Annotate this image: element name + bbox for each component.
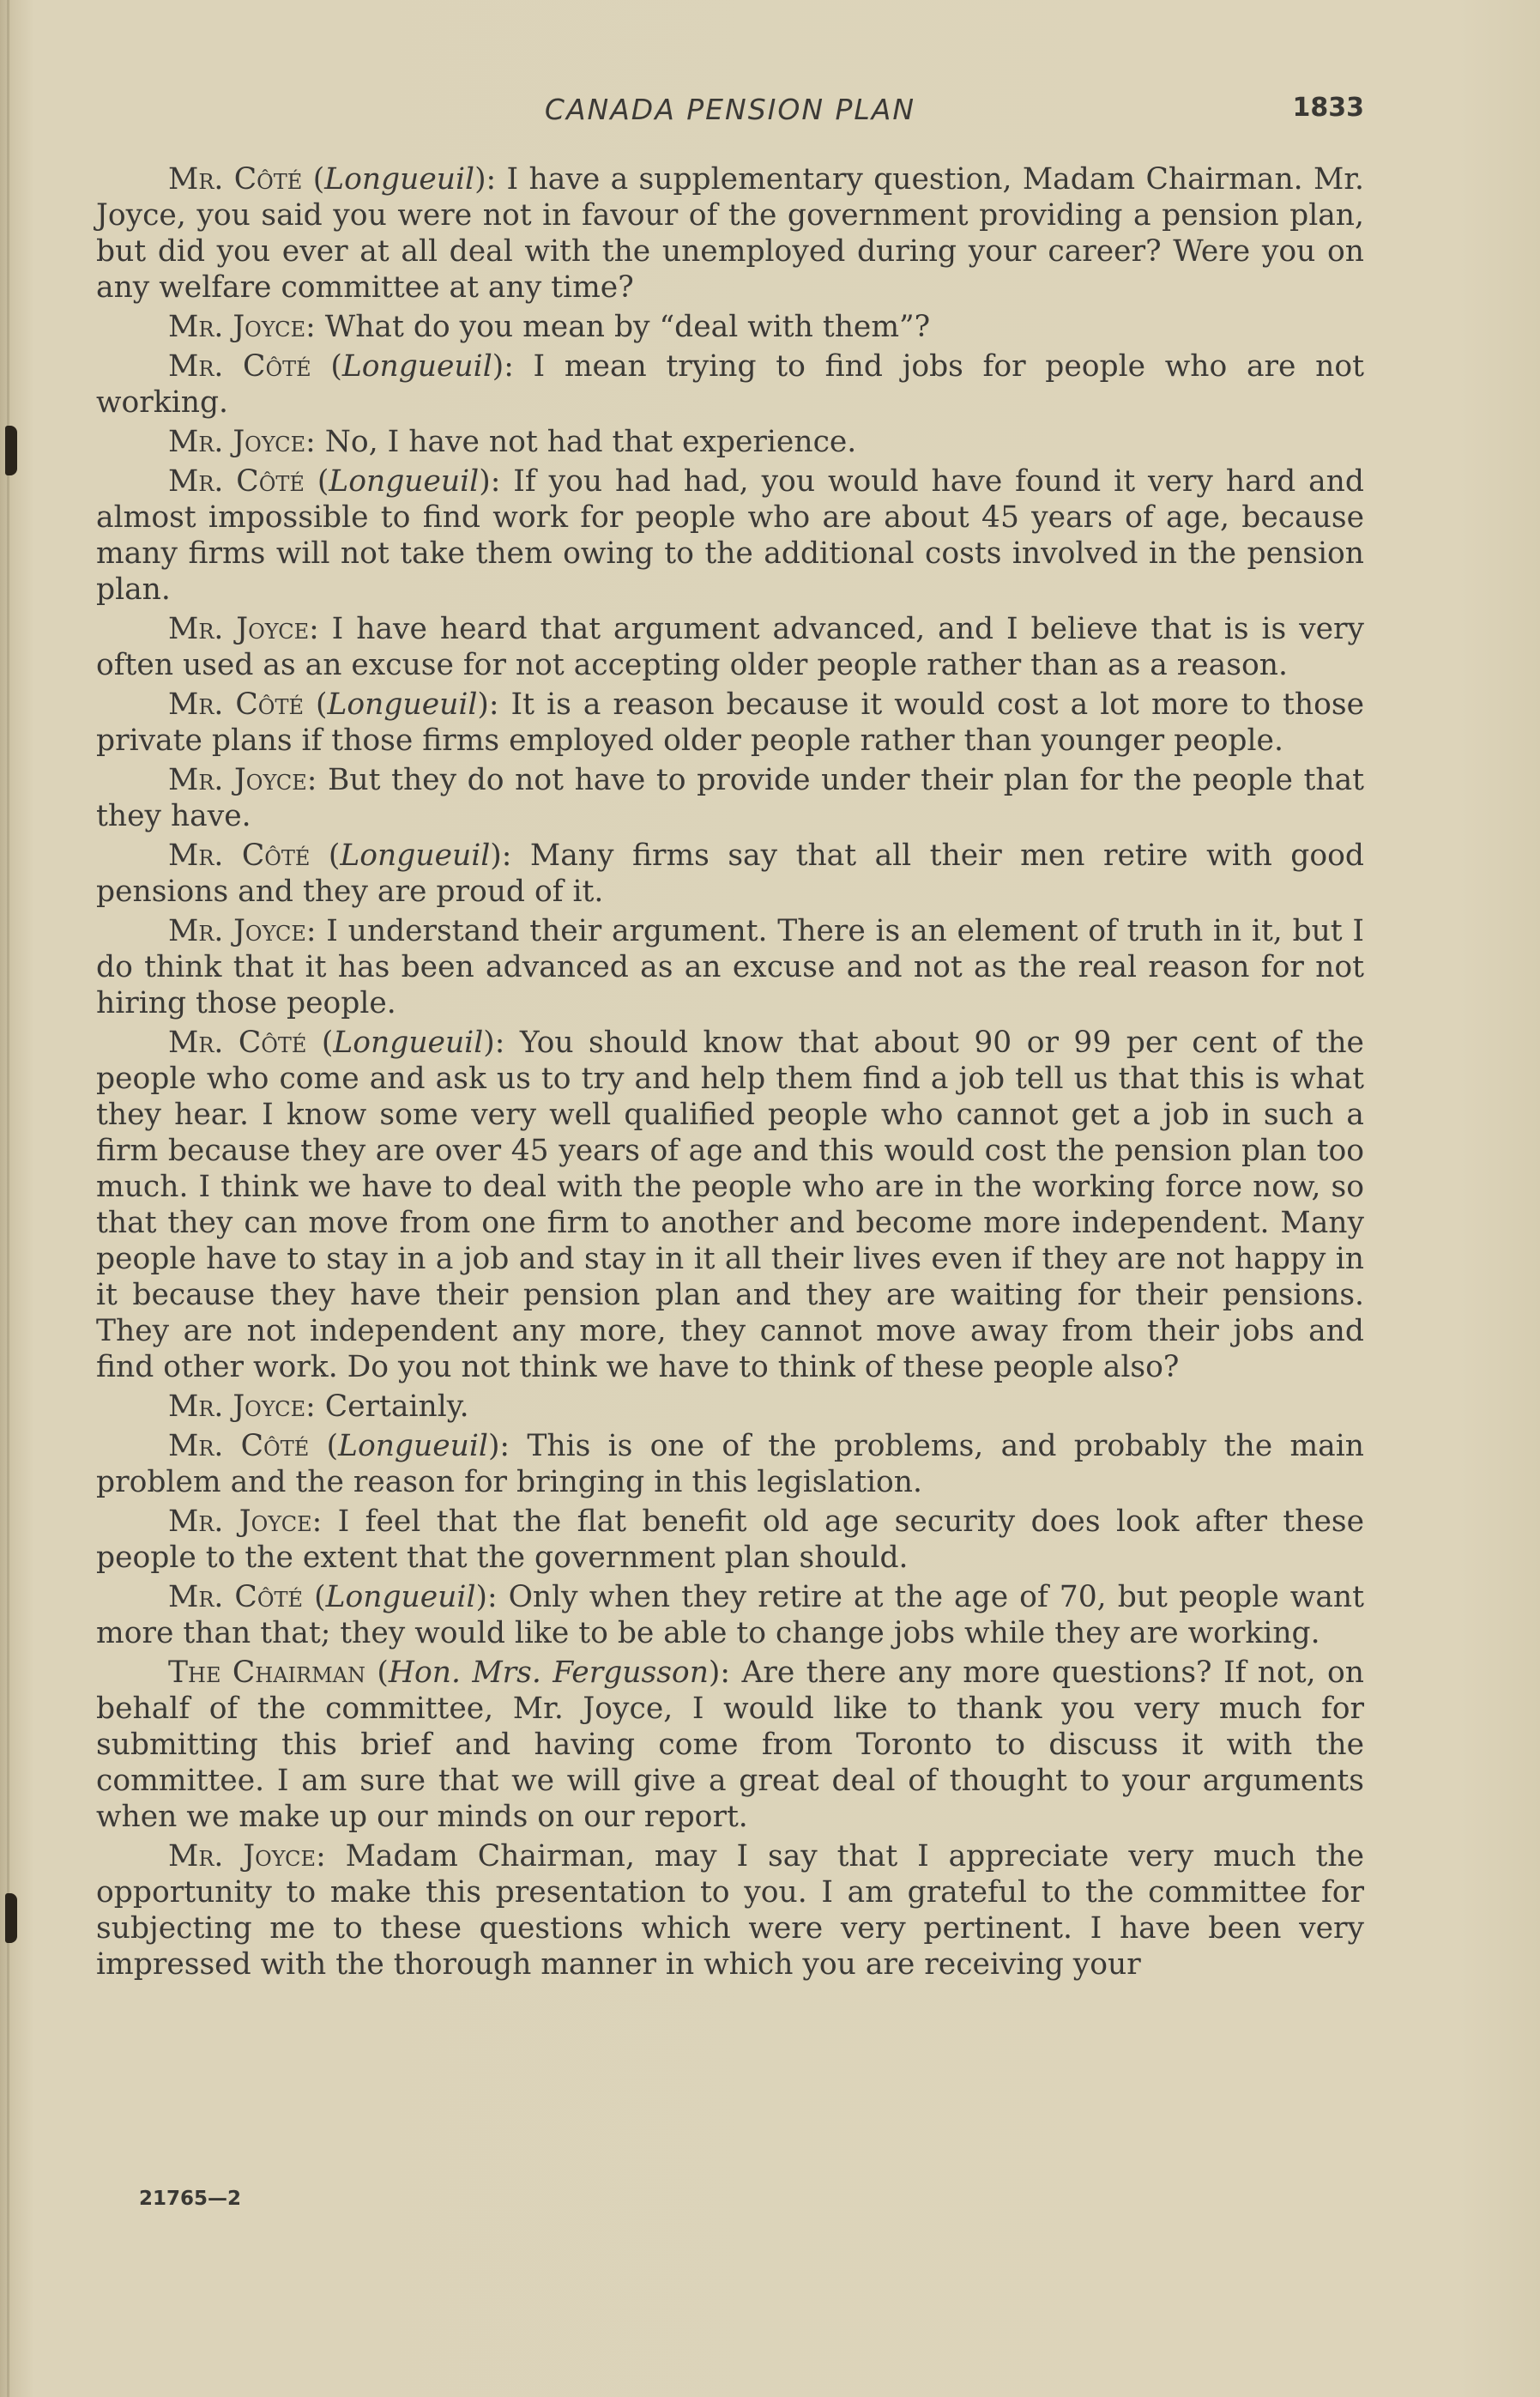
transcript-paragraph: Mr. Joyce: But they do not have to provide under their plan for the people that they have. [96, 763, 1365, 833]
speaker-name: Mr. Côté [168, 1026, 307, 1060]
transcript-paragraph: Mr. Côté (Longueuil): If you had had, you would have found it very hard and almost impossible to find work for people who are about 45 years of age, because many firms will not take them owing to the additional costs involved in the pension plan. [96, 464, 1364, 607]
speaker-name: Mr. Joyce [168, 1504, 312, 1539]
running-title: CANADA PENSION PLAN [544, 93, 916, 126]
transcript-paragraph: Mr. Côté (Longueuil): I mean trying to find jobs for people who are not working. [96, 349, 1364, 420]
speaker-qualifier: Longueuil [338, 1429, 488, 1463]
speech-text: It is a reason because it would cost a lot more to those private plans if those firms employed older people rather than younger people. [96, 687, 1365, 758]
speaker-name: Mr. Côté [168, 838, 311, 873]
speaker-name: Mr. Joyce [168, 1389, 306, 1424]
transcript-paragraph: Mr. Joyce: Madam Chairman, may I say that I appreciate very much the opportunity to make this presentation to you. I am grateful to the committee for subjecting me to these questions which were very pertinent. I have been very impressed with the thorough manner in which you are receiving your [96, 1839, 1365, 1982]
speech-text: I understand their argument. There is an element of truth in it, but I do think that it has been advanced as an excuse and not as the real reason for not hiring those people. [96, 914, 1365, 1020]
transcript-paragraph: Mr. Côté (Longueuil): Only when they retire at the age of 70, but people want more than that; they would like to be able to change jobs while they are working. [96, 1580, 1364, 1650]
speaker-name: Mr. Côté [168, 349, 311, 384]
speech-text: What do you mean by “deal with them”? [324, 310, 931, 344]
speaker-qualifier: Longueuil [325, 1580, 476, 1614]
speech-text: Madam Chairman, may I say that I appreciate very much the opportunity to make this presentation to you. I am grateful to the committee for subjecting me to these questions which were very pertinent. I have been very impressed with the thorough manner in which you are receiving your [96, 1839, 1365, 1982]
speaker-qualifier: Longueuil [327, 687, 478, 722]
transcript-paragraph: Mr. Côté (Longueuil): It is a reason because it would cost a lot more to those private plans if those firms employed older people rather than younger people. [96, 687, 1365, 758]
speaker-name: Mr. Côté [168, 162, 303, 197]
binding-tab-mark [5, 426, 17, 475]
speaker-name: Mr. Joyce [168, 310, 306, 344]
binding-tab-mark [5, 1893, 17, 1943]
speech-text: This is one of the problems, and probably the main problem and the reason for bringing in this legislation. [96, 1429, 1364, 1499]
speaker-name: Mr. Joyce [168, 612, 310, 646]
speech-text: If you had had, you would have found it very hard and almost impossible to find work for people who are about 45 years of age, because many firms will not take them owing to the additional costs involved in the pension plan. [96, 464, 1364, 607]
speaker-name: Mr. Côté [168, 464, 305, 499]
speech-text: Only when they retire at the age of 70, but people want more than that; they would like to be able to change jobs while they are working. [96, 1580, 1364, 1650]
speech-text: Certainly. [324, 1389, 469, 1424]
speaker-qualifier: Longueuil [333, 1026, 484, 1060]
transcript-paragraph: Mr. Joyce: I feel that the flat benefit old age security does look after these people to the extent that the government plan should. [96, 1504, 1365, 1575]
transcript-paragraph: Mr. Joyce: I have heard that argument advanced, and I believe that is is very often used as an excuse for not accepting older people rather than as a reason. [96, 612, 1365, 682]
speaker-qualifier: Longueuil [341, 349, 492, 384]
speaker-name: Mr. Joyce [168, 763, 307, 797]
speech-text: You should know that about 90 or 99 per cent of the people who come and ask us to try and help them find a job tell us that this is what they hear. I know some very well qualified people who cannot get a job in such a firm because they are over 45 years of age and this would cost the pension plan too much. I think we have to deal with the people who are in the working force now, so that they can move from one firm to another and become more independent. Many people have to stay in a job and stay in it all their lives even if they are not happy in it because they have their pension plan and they are waiting for their pensions. They are not independent any more, they cannot move away from their jobs and find other work. Do you not think we have to think of these people also? [96, 1026, 1364, 1384]
transcript-paragraph: Mr. Côté (Longueuil): You should know that about 90 or 99 per cent of the people who come and ask us to try and help them find a job tell us that this is what they hear. I know some very well qualified people who cannot get a job in such a firm because they are over 45 years of age and this would cost the pension plan too much. I think we have to deal with the people who are in the working force now, so that they can move from one firm to another and become more independent. Many people have to stay in a job and stay in it all their lives even if they are not happy in it because they have their pension plan and they are waiting for their pensions. They are not independent any more, they cannot move away from their jobs and find other work. Do you not think we have to think of these people also? [96, 1026, 1364, 1384]
speaker-qualifier: Longueuil [329, 464, 480, 499]
speaker-name: Mr. Joyce [168, 1839, 317, 1873]
transcript-paragraph: Mr. Joyce: I understand their argument. There is an element of truth in it, but I do think that it has been advanced as an excuse and not as the real reason for not hiring those people. [96, 914, 1365, 1020]
transcript-paragraph: Mr. Côté (Longueuil): I have a supplementary question, Madam Chairman. Mr. Joyce, you said you were not in favour of the government providing a pension plan, but did you ever at all deal with the unemployed during your career? Were you on any welfare committee at any time? [96, 162, 1364, 305]
speech-text: I feel that the flat benefit old age security does look after these people to the extent that the government plan should. [96, 1504, 1365, 1575]
transcript-paragraph: Mr. Côté (Longueuil): This is one of the problems, and probably the main problem and the reason for bringing in this legislation. [96, 1429, 1364, 1499]
speech-text: But they do not have to provide under their plan for the people that they have. [96, 763, 1365, 833]
transcript-paragraph: Mr. Côté (Longueuil): Many firms say that all their men retire with good pensions and they are proud of it. [96, 838, 1365, 909]
speaker-name: Mr. Côté [168, 1580, 304, 1614]
speech-text: I have heard that argument advanced, and I believe that is is very often used as an excuse for not accepting older people rather than as a reason. [96, 612, 1365, 682]
speech-text: I mean trying to find jobs for people who are not working. [96, 349, 1364, 420]
speech-text: No, I have not had that experience. [324, 425, 857, 459]
binding-gutter [7, 0, 9, 2397]
transcript-paragraph: Mr. Joyce: What do you mean by “deal with them”? [168, 310, 931, 344]
speech-text: I have a supplementary question, Madam Chairman. Mr. Joyce, you said you were not in favour of the government providing a pension plan, but did you ever at all deal with the unemployed during your career? Were you on any welfare committee at any time? [96, 162, 1364, 305]
speaker-qualifier: Longueuil [340, 838, 491, 873]
speaker-name: The Chairman [168, 1656, 365, 1690]
transcript-body [96, 161, 1364, 1986]
speech-text: Many firms say that all their men retire with good pensions and they are proud of it. [96, 838, 1365, 909]
transcript-paragraph: Mr. Joyce: No, I have not had that experience. [168, 425, 857, 459]
speaker-qualifier: Longueuil [324, 162, 475, 197]
running-head [96, 89, 1364, 130]
speaker-name: Mr. Joyce [168, 425, 306, 459]
speech-text: Are there any more questions? If not, on behalf of the committee, Mr. Joyce, I would like to thank you very much for submitting this brief and having come from Toronto to discuss it with the committee. I am sure that we will give a great deal of thought to your arguments when we make up our minds on our report. [96, 1656, 1364, 1834]
speaker-name: Mr. Côté [168, 1429, 310, 1463]
transcript-paragraph: Mr. Joyce: Certainly. [168, 1389, 469, 1424]
speaker-name: Mr. Côté [168, 687, 304, 722]
printer-signature: 21765—2 [139, 2188, 242, 2210]
speaker-qualifier: Hon. Mrs. Fergusson [388, 1656, 709, 1690]
page-number: 1833 [1292, 93, 1364, 123]
transcript-paragraph: The Chairman (Hon. Mrs. Fergusson): Are there any more questions? If not, on behalf of the committee, Mr. Joyce, I would like to thank you very much for submitting this brief and having come from Toronto to discuss it with the committee. I am sure that we will give a great deal of thought to your arguments when we make up our minds on our report. [96, 1656, 1364, 1834]
speaker-name: Mr. Joyce [168, 914, 306, 948]
